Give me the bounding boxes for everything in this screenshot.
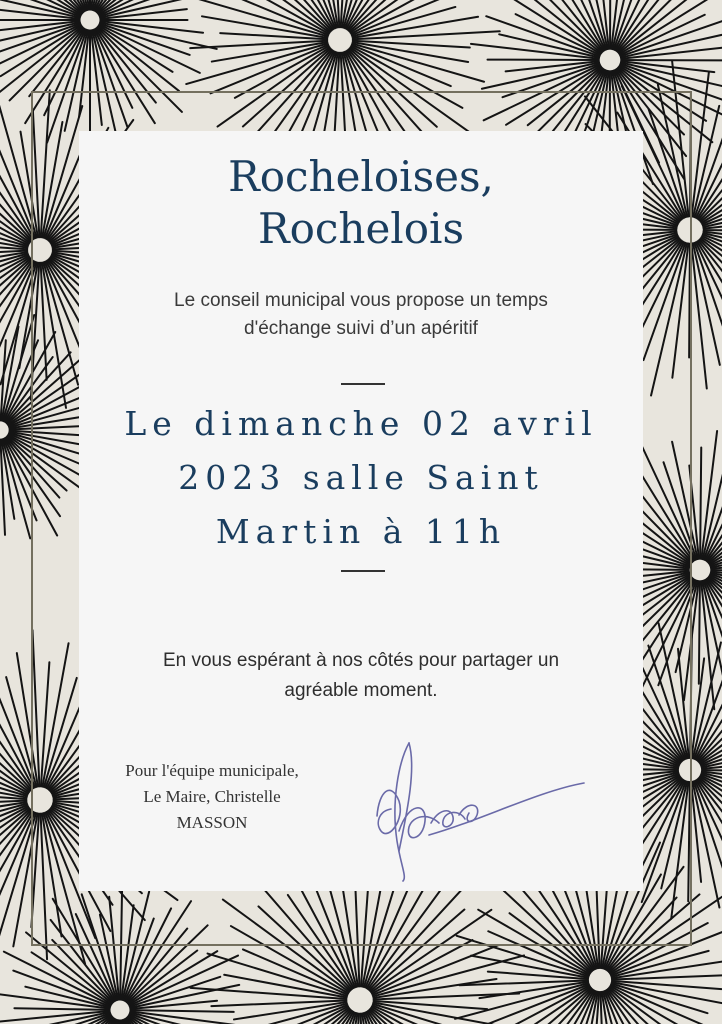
invitation-card xyxy=(79,131,643,891)
closing-line-1: En vous espérant à nos côtés pour partager un xyxy=(162,650,560,671)
signoff-line-1: Pour l'équipe municipale, xyxy=(125,761,299,780)
divider-top xyxy=(341,383,385,385)
handwritten-signature xyxy=(369,731,589,891)
event-details xyxy=(79,397,643,559)
closing-line-2: agréable moment. xyxy=(284,680,438,701)
intro-line-2: d'échange suivi d’un apéritif xyxy=(244,318,478,339)
signoff-line-3: MASSON xyxy=(176,813,248,832)
greeting-line-2: Rochelois xyxy=(257,204,465,253)
greeting-line-1: Rocheloises, xyxy=(228,152,494,201)
intro-line-1: Le conseil municipal vous propose un temps xyxy=(174,290,548,311)
greeting-heading xyxy=(79,151,643,255)
signoff-block xyxy=(79,758,345,836)
closing-text xyxy=(79,646,643,706)
event-line-2: 2023 salle Saint xyxy=(178,458,544,497)
signoff-line-2: Le Maire, Christelle xyxy=(143,787,281,806)
event-line-3: Martin à 11h xyxy=(215,512,507,551)
intro-text xyxy=(79,287,643,343)
event-line-1: Le dimanche 02 avril xyxy=(124,404,598,443)
divider-bottom xyxy=(341,570,385,572)
